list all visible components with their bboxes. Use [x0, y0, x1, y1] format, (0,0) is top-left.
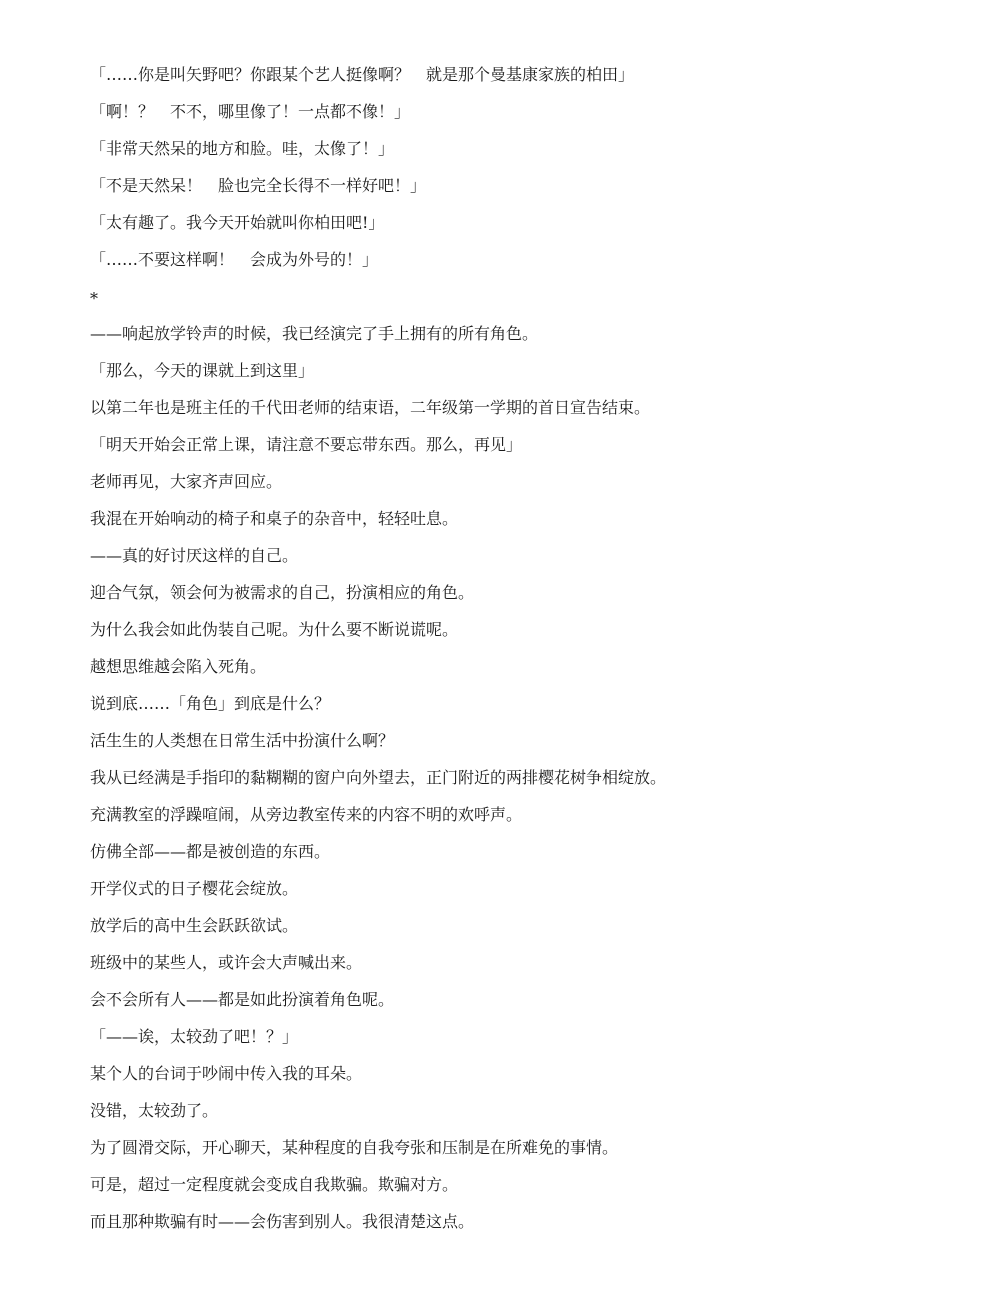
- paragraph: 「……不要这样啊！ 会成为外号的！」: [90, 250, 379, 269]
- paragraph: 活生生的人类想在日常生活中扮演什么啊？: [90, 731, 395, 750]
- paragraph: ——真的好讨厌这样的自己。: [90, 546, 299, 565]
- paragraph: 我从已经满是手指印的黏糊糊的窗户向外望去，正门附近的两排樱花树争相绽放。: [90, 768, 667, 787]
- paragraph: 迎合气氛，领会何为被需求的自己，扮演相应的角色。: [90, 583, 475, 602]
- paragraph: 「那么，今天的课就上到这里」: [90, 361, 315, 380]
- paragraph: 老师再见，大家齐声回应。: [90, 472, 283, 491]
- paragraph: 某个人的台词于吵闹中传入我的耳朵。: [90, 1064, 363, 1083]
- section-separator: *: [90, 289, 98, 308]
- paragraph: 「——诶，太较劲了吧！？」: [90, 1027, 299, 1046]
- paragraph: 我混在开始响动的椅子和桌子的杂音中，轻轻吐息。: [90, 509, 459, 528]
- paragraph: 「非常天然呆的地方和脸。哇，太像了！」: [90, 139, 395, 158]
- paragraph: 「……你是叫矢野吧？你跟某个艺人挺像啊？ 就是那个曼基康家族的柏田」: [90, 65, 635, 84]
- paragraph: 班级中的某些人，或许会大声喊出来。: [90, 953, 363, 972]
- paragraph: 会不会所有人——都是如此扮演着角色呢。: [90, 990, 395, 1009]
- paragraph: 以第二年也是班主任的千代田老师的结束语，二年级第一学期的首日宣告结束。: [90, 398, 651, 417]
- paragraph: 而且那种欺骗有时——会伤害到别人。我很清楚这点。: [90, 1212, 475, 1231]
- paragraph: 开学仪式的日子樱花会绽放。: [90, 879, 299, 898]
- paragraph: 充满教室的浮躁喧闹，从旁边教室传来的内容不明的欢呼声。: [90, 805, 523, 824]
- paragraph: 说到底……「角色」到底是什么？: [90, 694, 331, 713]
- paragraph: ——响起放学铃声的时候，我已经演完了手上拥有的所有角色。: [90, 324, 539, 343]
- paragraph: 放学后的高中生会跃跃欲试。: [90, 916, 299, 935]
- paragraph: 可是，超过一定程度就会变成自我欺骗。欺骗对方。: [90, 1175, 459, 1194]
- paragraph: 越想思维越会陷入死角。: [90, 657, 267, 676]
- paragraph: 「不是天然呆！ 脸也完全长得不一样好吧！」: [90, 176, 427, 195]
- paragraph: 「啊！？ 不不，哪里像了！一点都不像！」: [90, 102, 411, 121]
- paragraph: 仿佛全部——都是被创造的东西。: [90, 842, 331, 861]
- paragraph: 没错，太较劲了。: [90, 1101, 219, 1120]
- paragraph: 为什么我会如此伪装自己呢。为什么要不断说谎呢。: [90, 620, 459, 639]
- paragraph: 「太有趣了。我今天开始就叫你柏田吧!」: [90, 213, 385, 232]
- paragraph: 「明天开始会正常上课，请注意不要忘带东西。那么，再见」: [90, 435, 523, 454]
- paragraph: 为了圆滑交际，开心聊天，某种程度的自我夸张和压制是在所难免的事情。: [90, 1138, 619, 1157]
